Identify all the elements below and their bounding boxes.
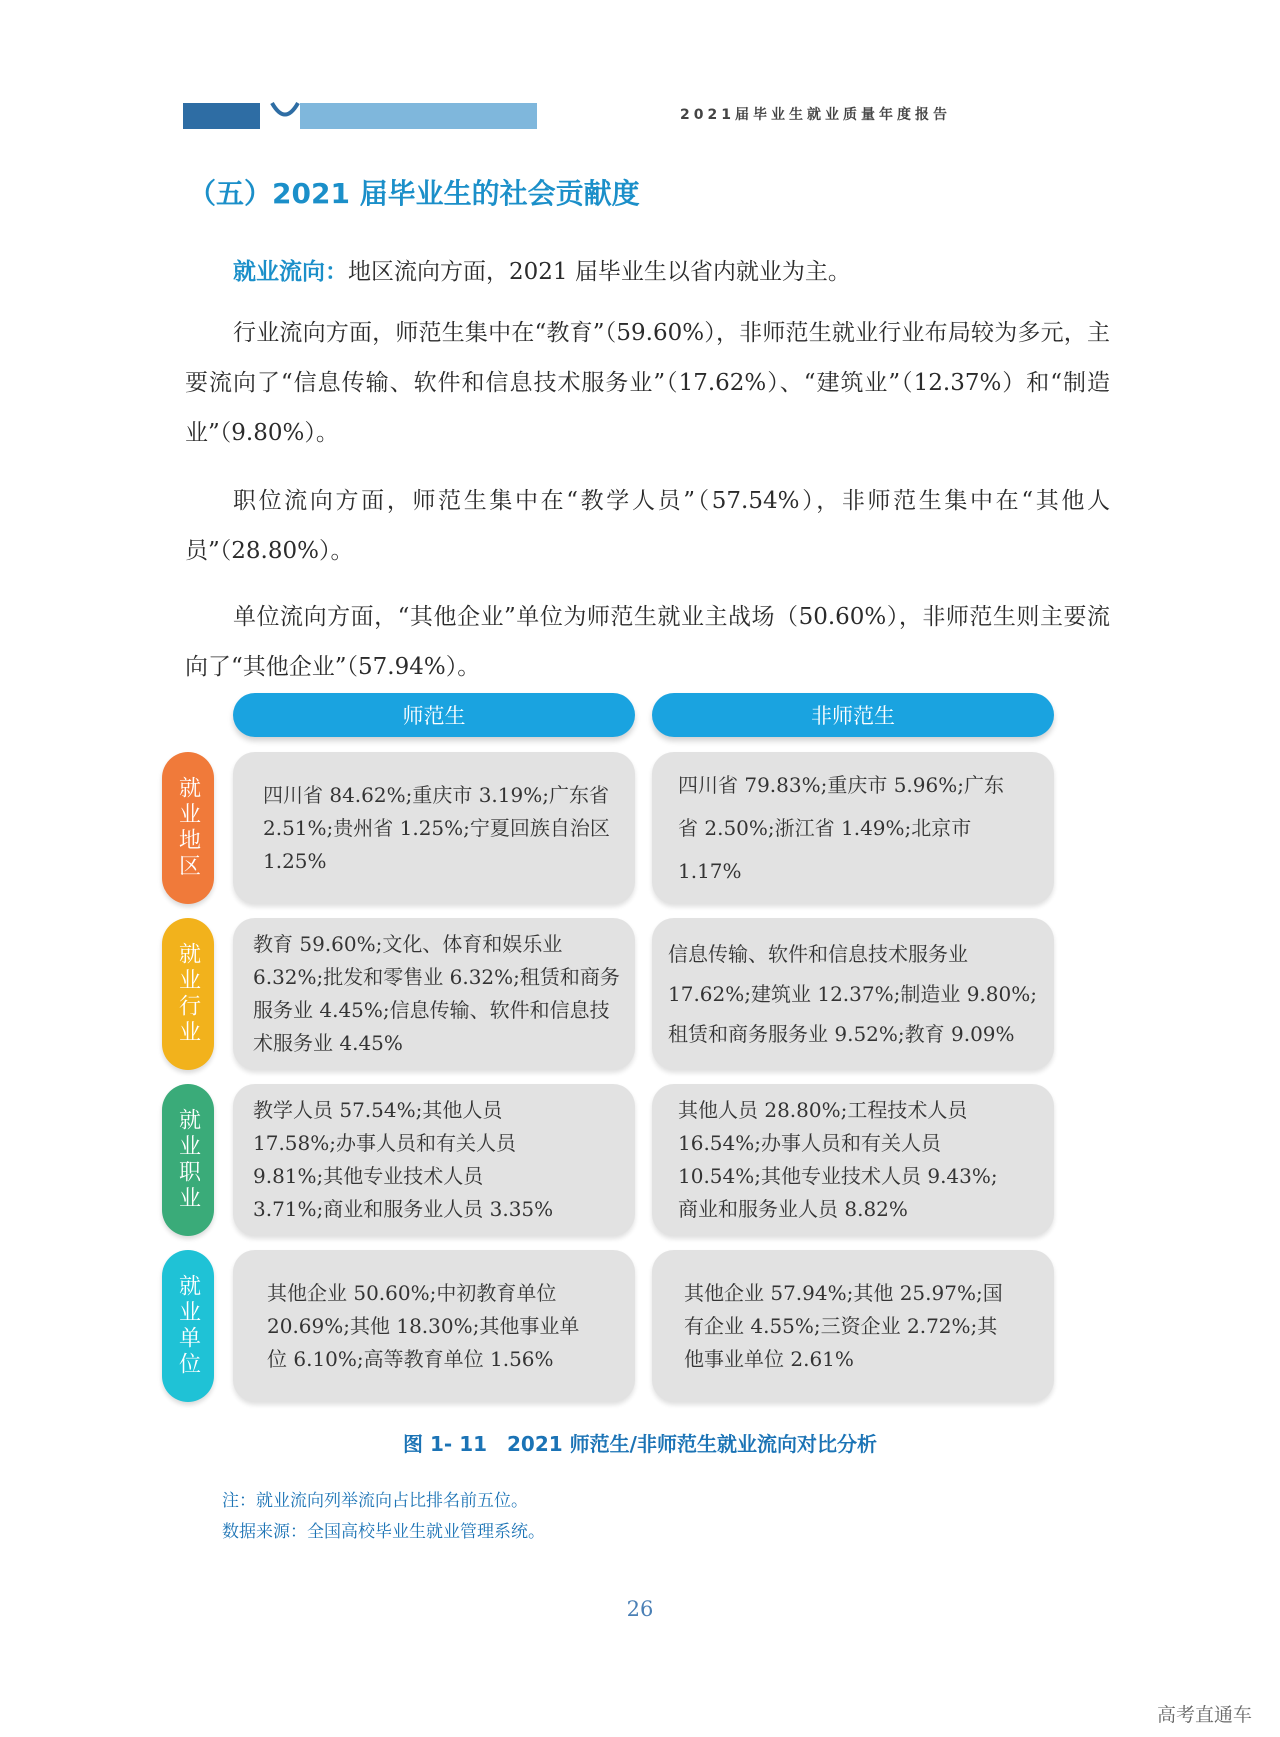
paragraph-position: 职位流向方面，师范生集中在“教学人员”（57.54%），非师范生集中在“其他人员”（28.80%）。 bbox=[185, 488, 1110, 564]
cell-occupation-non-normal bbox=[652, 1084, 1054, 1236]
cell-industry-normal bbox=[233, 918, 635, 1070]
watermark: 高考直通车 bbox=[1156, 1704, 1252, 1726]
cell-text: 其他人员 28.80%;工程技术人员 16.54%;办事人员和有关人员 10.54%;其他专业技术人员 9.43%;商业和服务业人员 8.82% bbox=[678, 1098, 998, 1221]
cell-industry-non-normal bbox=[652, 918, 1054, 1070]
section-title: （五）2021 届毕业生的社会贡献度 bbox=[188, 177, 640, 210]
column-header-normal: 师范生 bbox=[233, 693, 635, 737]
paragraph-unit: 单位流向方面，“其他企业”单位为师范生就业主战场（50.60%），非师范生则主要流向了“其他企业”（57.94%）。 bbox=[185, 604, 1110, 680]
cell-occupation-normal bbox=[233, 1084, 635, 1236]
row-label-industry: 就业行业 bbox=[162, 918, 214, 1070]
cell-text: 其他企业 50.60%;中初教育单位 20.69%;其他 18.30%;其他事业单位 6.10%;高等教育单位 1.56% bbox=[267, 1280, 580, 1371]
cell-text: 教学人员 57.54%;其他人员 17.58%;办事人员和有关人员 9.81%;其他专业技术人员 3.71%;商业和服务业人员 3.35% bbox=[253, 1098, 554, 1221]
cell-text: 教育 59.60%;文化、体育和娱乐业 6.32%;批发和零售业 6.32%;租赁和商务服务业 4.45%;信息传输、软件和信息技术服务业 4.45% bbox=[253, 932, 620, 1055]
cell-text: 四川省 84.62%;重庆市 3.19%;广东省 2.51%;贵州省 1.25%;宁夏回族自治区 1.25% bbox=[263, 782, 610, 873]
paragraph-industry: 行业流向方面，师范生集中在“教育”（59.60%），非师范生就业行业布局较为多元，主要流向了“信息传输、软件和信息技术服务业”（17.62%）、“建筑业”（12.37%）和“制造业”（9.80%）。 bbox=[185, 320, 1110, 446]
note-ranking: 注：就业流向列举流向占比排名前五位。 bbox=[222, 1491, 528, 1511]
paragraph-text: 地区流向方面，2021 届毕业生以省内就业为主。 bbox=[348, 259, 851, 285]
cell-employer-normal bbox=[233, 1250, 635, 1402]
cell-text: 其他企业 57.94%;其他 25.97%;国有企业 4.55%;三资企业 2.72%;其他事业单位 2.61% bbox=[684, 1280, 1003, 1371]
cell-region-normal bbox=[233, 752, 635, 904]
paragraph-lead: 就业流向： bbox=[233, 259, 348, 285]
cell-text: 信息传输、软件和信息技术服务业 17.62%;建筑业 12.37%;制造业 9.80%;租赁和商务服务业 9.52%;教育 9.09% bbox=[668, 942, 1037, 1046]
row-label-region: 就业地区 bbox=[162, 752, 214, 904]
note-data-source: 数据来源：全国高校毕业生就业管理系统。 bbox=[222, 1522, 545, 1542]
paragraph-flow-intro bbox=[185, 247, 1110, 297]
cell-text: 四川省 79.83%;重庆市 5.96%;广东省 2.50%;浙江省 1.49%;北京市 1.17% bbox=[678, 772, 1004, 883]
page-number: 26 bbox=[626, 1597, 654, 1621]
row-label-employer: 就业单位 bbox=[162, 1250, 214, 1402]
figure-caption: 图 1- 11 2021 师范生/非师范生就业流向对比分析 bbox=[403, 1432, 877, 1456]
cell-region-non-normal bbox=[652, 752, 1054, 904]
column-header-non-normal: 非师范生 bbox=[652, 693, 1054, 737]
row-label-occupation: 就业职业 bbox=[162, 1084, 214, 1236]
header-decoration-light bbox=[300, 103, 537, 129]
report-title: 2021届毕业生就业质量年度报告 bbox=[680, 107, 951, 123]
cell-employer-non-normal bbox=[652, 1250, 1054, 1402]
